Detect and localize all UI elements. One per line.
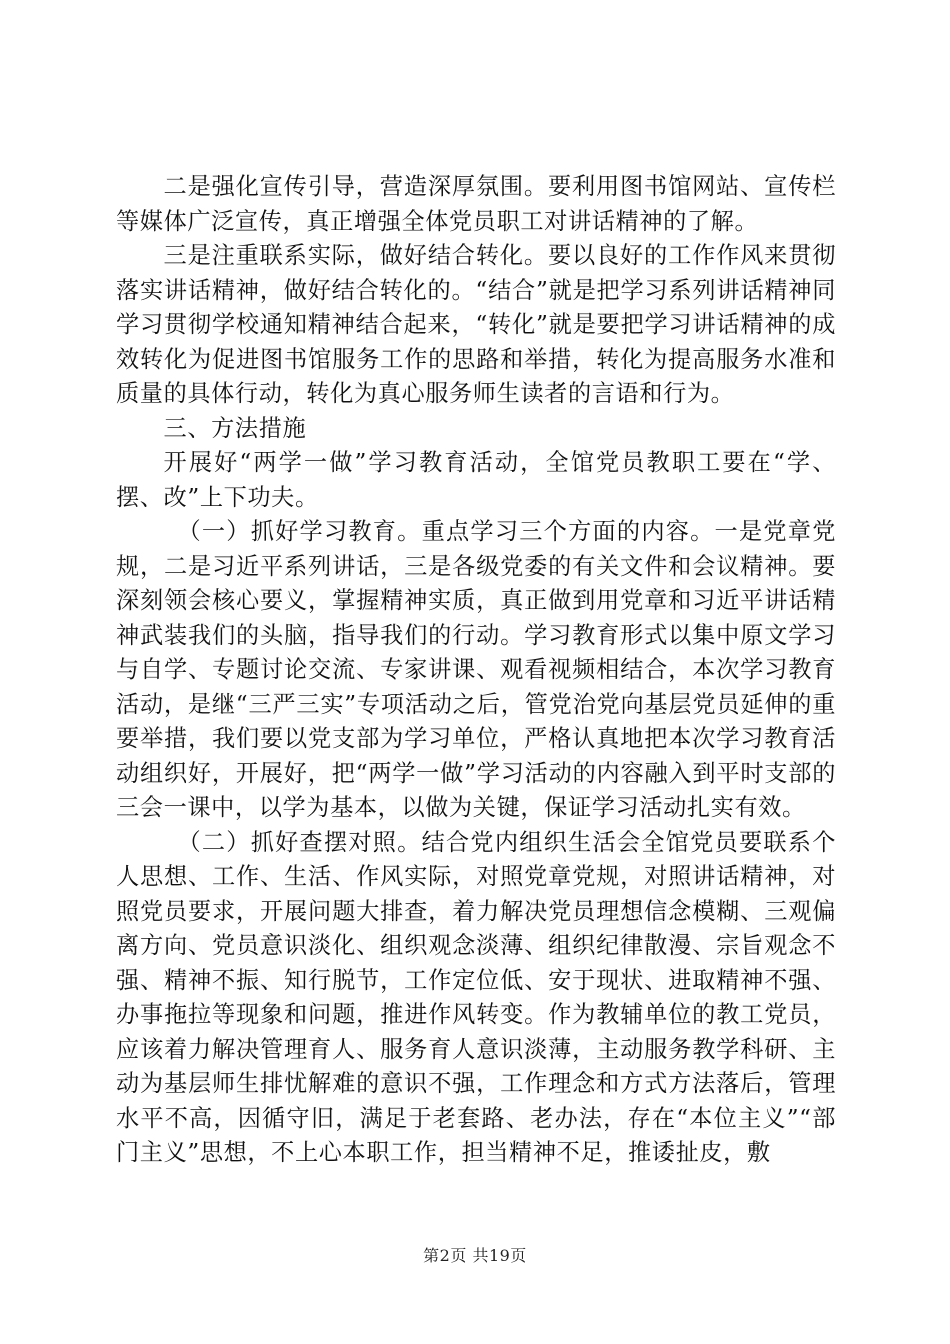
section-heading-methods: 三、方法措施 [163, 414, 307, 442]
paragraph-self-check: （二）抓好查摆对照。结合党内组织生活会全馆党员要联系个人思想、工作、生活、作风实际，对照党章党规，对照讲话精神，对照党员要求，开展问题大排查，着力解决党员理想信念模糊、三观偏离方向、党员意识淡化、组织观念淡薄、组织纪律散漫、宗旨观念不强、精神不振、知行脱节，工作定位低、安于现状、进取精神不强、办事拖拉等现象和问题，推进作风转变。作为教辅单位的教工党员，应该着力解决管理育人、服务育人意识淡薄，主动服务教学科研、主动为基层师生排忧解难的意识不强，工作理念和方式方法落后，管理水平不高，因循守旧，满足于老套路、老办法，存在“本位主义”“部门主义”思想，不上心本职工作，担当精神不足，推诿扯皮，敷 [116, 828, 836, 1166]
page-footer: 第2页 共19页 [423, 1246, 527, 1265]
paragraph-intro: 开展好“两学一做”学习教育活动，全馆党员教职工要在“学、摆、改”上下功夫。 [116, 449, 836, 511]
paragraph-practice: 三是注重联系实际，做好结合转化。要以良好的工作作风来贯彻落实讲话精神，做好结合转化的。“结合”就是把学习系列讲话精神同学习贯彻学校通知精神结合起来，“转化”就是要把学习讲话精神的成效转化为促进图书馆服务工作的思路和举措，转化为提高服务水准和质量的具体行动，转化为真心服务师生读者的言语和行为。 [116, 242, 836, 407]
document-body [116, 170, 836, 1171]
paragraph-study-education: （一）抓好学习教育。重点学习三个方面的内容。一是党章党规，二是习近平系列讲话，三是各级党委的有关文件和会议精神。要深刻领会核心要义，掌握精神实质，真正做到用党章和习近平讲话精神武装我们的头脑，指导我们的行动。学习教育形式以集中原文学习与自学、专题讨论交流、专家讲课、观看视频相结合，本次学习教育活动，是继“三严三实”专项活动之后，管党治党向基层党员延伸的重要举措，我们要以党支部为学习单位，严格认真地把本次学习教育活动组织好，开展好，把“两学一做”学习活动的内容融入到平时支部的三会一课中，以学为基本，以做为关键，保证学习活动扎实有效。 [116, 518, 836, 821]
paragraph-publicity: 二是强化宣传引导，营造深厚氛围。要利用图书馆网站、宣传栏等媒体广泛宣传，真正增强全体党员职工对讲话精神的了解。 [116, 173, 836, 235]
